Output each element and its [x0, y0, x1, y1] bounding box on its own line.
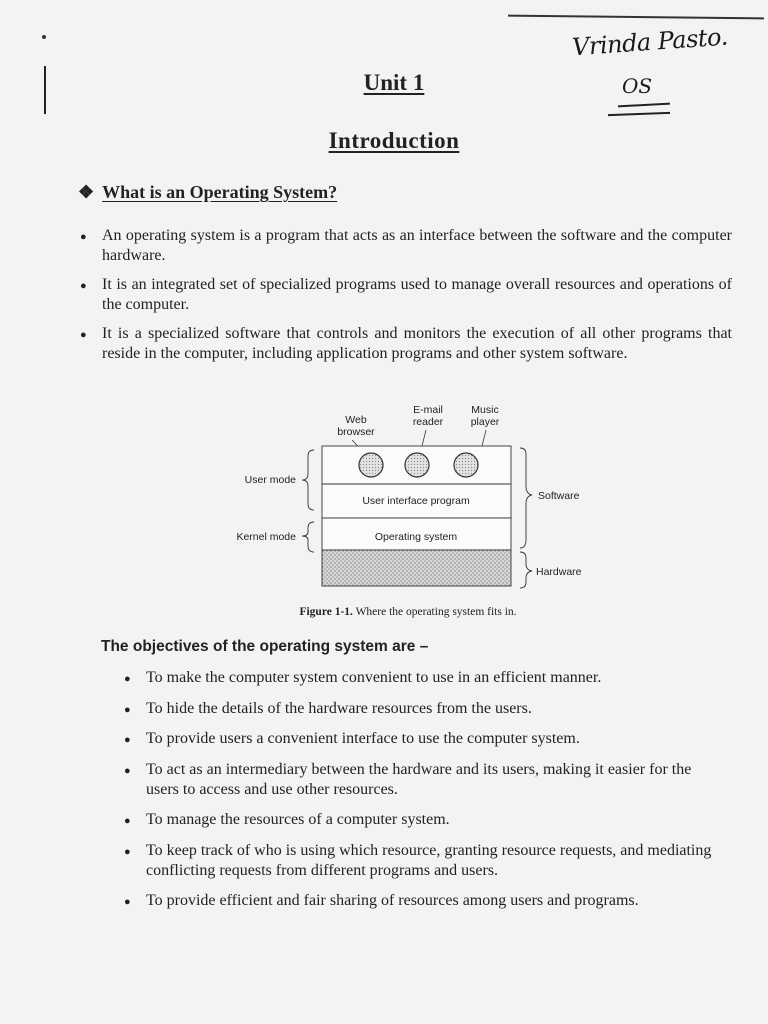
web-browser-icon [359, 453, 383, 477]
hardware-brace [520, 552, 532, 588]
list-item: ● To make the computer system convenient to use in an efficient manner. [124, 668, 728, 688]
definition-list [80, 226, 732, 373]
caption-text: Where the operating system fits in. [355, 606, 517, 618]
list-item: ● It is an integrated set of specialized programs used to manage overall resources and operations of the computer. [80, 275, 732, 315]
hardware-label: Hardware [536, 566, 582, 578]
objectives-list [124, 668, 728, 922]
user-mode-label: User mode [244, 474, 296, 486]
software-label: Software [538, 490, 580, 502]
ui-layer-label: User interface program [362, 495, 470, 507]
app-label: Music [471, 404, 499, 416]
list-item: ● An operating system is a program that acts as an interface between the software and the computer hardware. [80, 226, 732, 266]
user-mode-brace [302, 450, 314, 510]
figure-caption [0, 606, 768, 618]
unit-title: Unit 1 [363, 70, 425, 95]
diamond-bullet-icon: ❖ [78, 182, 95, 202]
section-title: What is an Operating System? [102, 182, 338, 202]
app-label: E-mail [413, 404, 443, 416]
list-item: ● It is a specialized software that controls and monitors the execution of all other programs that reside in the computer, including application programs and other system software. [80, 324, 732, 364]
margin-dot [42, 35, 46, 39]
list-item: ● To hide the details of the hardware resources from the users. [124, 699, 728, 719]
software-brace [520, 448, 532, 548]
chapter-title: Introduction [328, 128, 460, 153]
handwritten-underline [608, 112, 670, 116]
hardware-box [322, 550, 511, 586]
handwritten-underline [618, 103, 670, 108]
top-pen-line [508, 15, 764, 20]
objectives-heading: The objectives of the operating system are – [101, 638, 429, 655]
kernel-mode-label: Kernel mode [236, 531, 296, 543]
list-item: ● To provide users a convenient interface to use the computer system. [124, 729, 728, 749]
app-label: Web [345, 414, 367, 426]
os-layers-figure [230, 394, 610, 590]
email-reader-icon [405, 453, 429, 477]
section-heading [78, 182, 337, 203]
kernel-mode-brace [302, 522, 314, 552]
music-player-icon [454, 453, 478, 477]
list-item: ● To manage the resources of a computer system. [124, 810, 728, 830]
app-label: browser [337, 426, 375, 438]
handwritten-subject: OS [622, 74, 653, 98]
list-item: ● To provide efficient and fair sharing of resources among users and programs. [124, 891, 728, 911]
os-layer-label: Operating system [374, 531, 458, 543]
list-item: ● To act as an intermediary between the hardware and its users, making it easier for the users to access and use other resources. [124, 760, 728, 800]
caption-label: Figure 1-1. [299, 606, 353, 618]
app-label: reader [412, 416, 444, 428]
list-item: ● To keep track of who is using which resource, granting resource requests, and mediating conflicting requests from different programs and users. [124, 841, 728, 881]
app-label: player [470, 416, 500, 428]
handwritten-name: Vrinda Pasto. [571, 22, 729, 62]
